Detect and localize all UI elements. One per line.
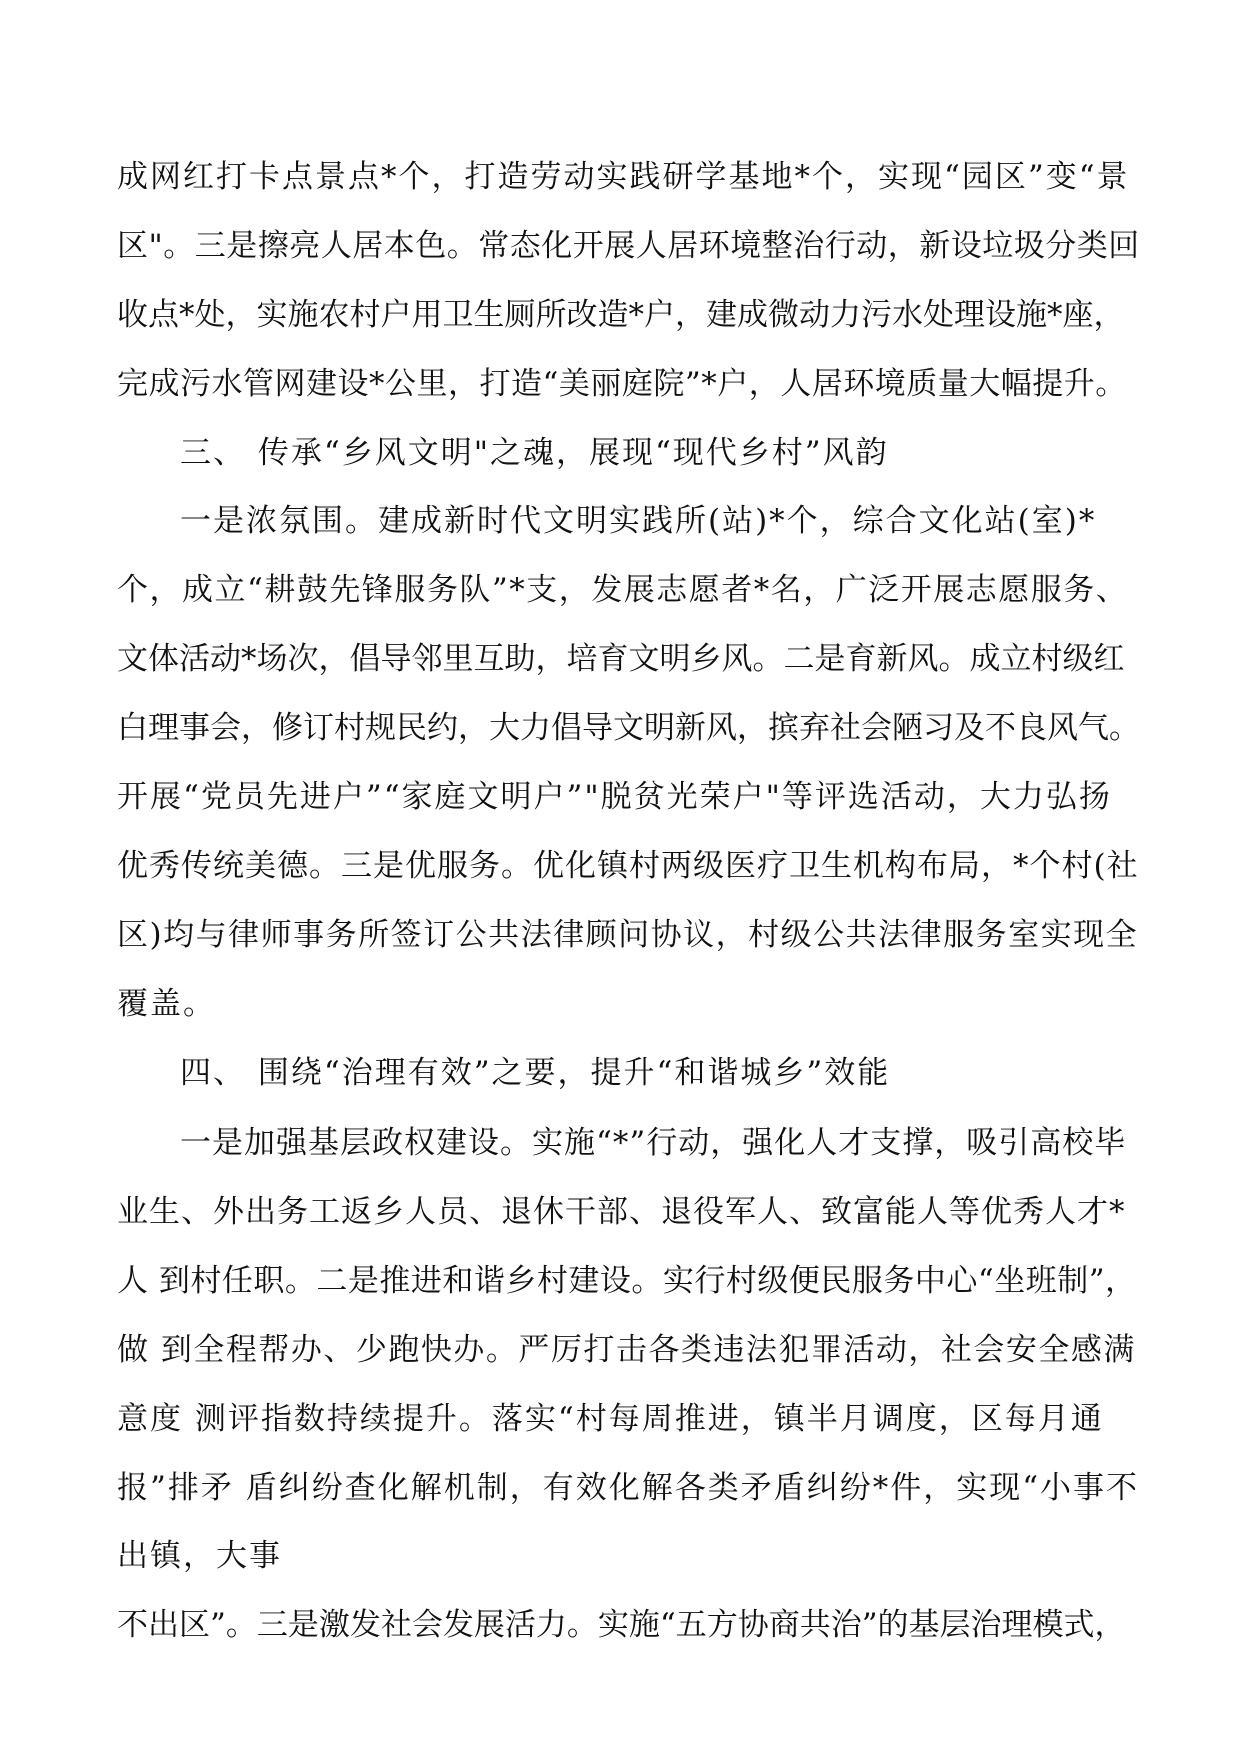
text-line: 不出区”。三是激发社会发展活力。实施“五方协商共治”的基层治理模式， xyxy=(117,1607,1126,1643)
text-line: 人 到村任职。二是推进和谐乡村建设。实行村级便民服务中心“坐班制”， xyxy=(117,1263,1137,1299)
text-line: 覆盖。 xyxy=(117,986,216,1022)
text-line: 一是加强基层政权建设。实施“*”行动，强化人才支撑，吸引高校毕 xyxy=(180,1125,1127,1161)
text-line: 成网红打卡点景点*个，打造劳动实践研学基地*个，实现“园区”变“景 xyxy=(117,159,1130,195)
text-line: 意度 测评指数持续提升。落实“村每周推进，镇半月调度，区每月通 xyxy=(117,1401,1104,1437)
text-line: 个，成立“耕鼓先锋服务队”*支，发展志愿者*名，广泛开展志愿服务、 xyxy=(117,572,1129,608)
text-line: 白理事会，修订村规民约，大力倡导文明新风，摈弃社会陋习及不良风气。 xyxy=(117,710,1140,746)
text-line: 开展“党员先进户”“家庭文明户”"脱贫光荣户"等评选活动，大力弘扬 xyxy=(117,779,1112,815)
section-heading: 四、 围绕“治理有效”之要，提升“和谐城乡”效能 xyxy=(180,1055,891,1091)
section-heading: 三、 传承“乡风文明"之魂，展现“现代乡村”风韵 xyxy=(180,435,889,471)
text-line: 业生、外出务工返乡人员、退休干部、退役军人、致富能人等优秀人才* xyxy=(117,1194,1126,1230)
text-line: 区)均与律师事务所签订公共法律顾问协议，村级公共法律服务室实现全 xyxy=(117,917,1139,953)
text-line: 做 到全程帮办、少跑快办。严厉打击各类违法犯罪活动，社会安全感满 xyxy=(117,1332,1136,1368)
text-line: 区"。三是擦亮人居本色。常态化开展人居环境整治行动，新设垃圾分类回 xyxy=(117,228,1140,264)
text-line: 文体活动*场次，倡导邻里互助，培育文明乡风。二是育新风。成立村级红 xyxy=(117,641,1125,677)
text-line: 完成污水管网建设*公里，打造“美丽庭院”*户，人居环境质量大幅提升。 xyxy=(117,366,1127,402)
text-line: 报”排矛 盾纠纷查化解机制，有效化解各类矛盾纠纷*件，实现“小事不 xyxy=(117,1470,1140,1506)
text-line: 出镇，大事 xyxy=(117,1538,282,1574)
text-line: 一是浓氛围。建成新时代文明实践所(站)*个，综合文化站(室)* xyxy=(180,503,1097,539)
text-line: 优秀传统美德。三是优服务。优化镇村两级医疗卫生机构布局，*个村(社 xyxy=(117,848,1139,884)
text-line: 收点*处，实施农村户用卫生厕所改造*户，建成微动力污水处理设施*座， xyxy=(117,297,1125,333)
